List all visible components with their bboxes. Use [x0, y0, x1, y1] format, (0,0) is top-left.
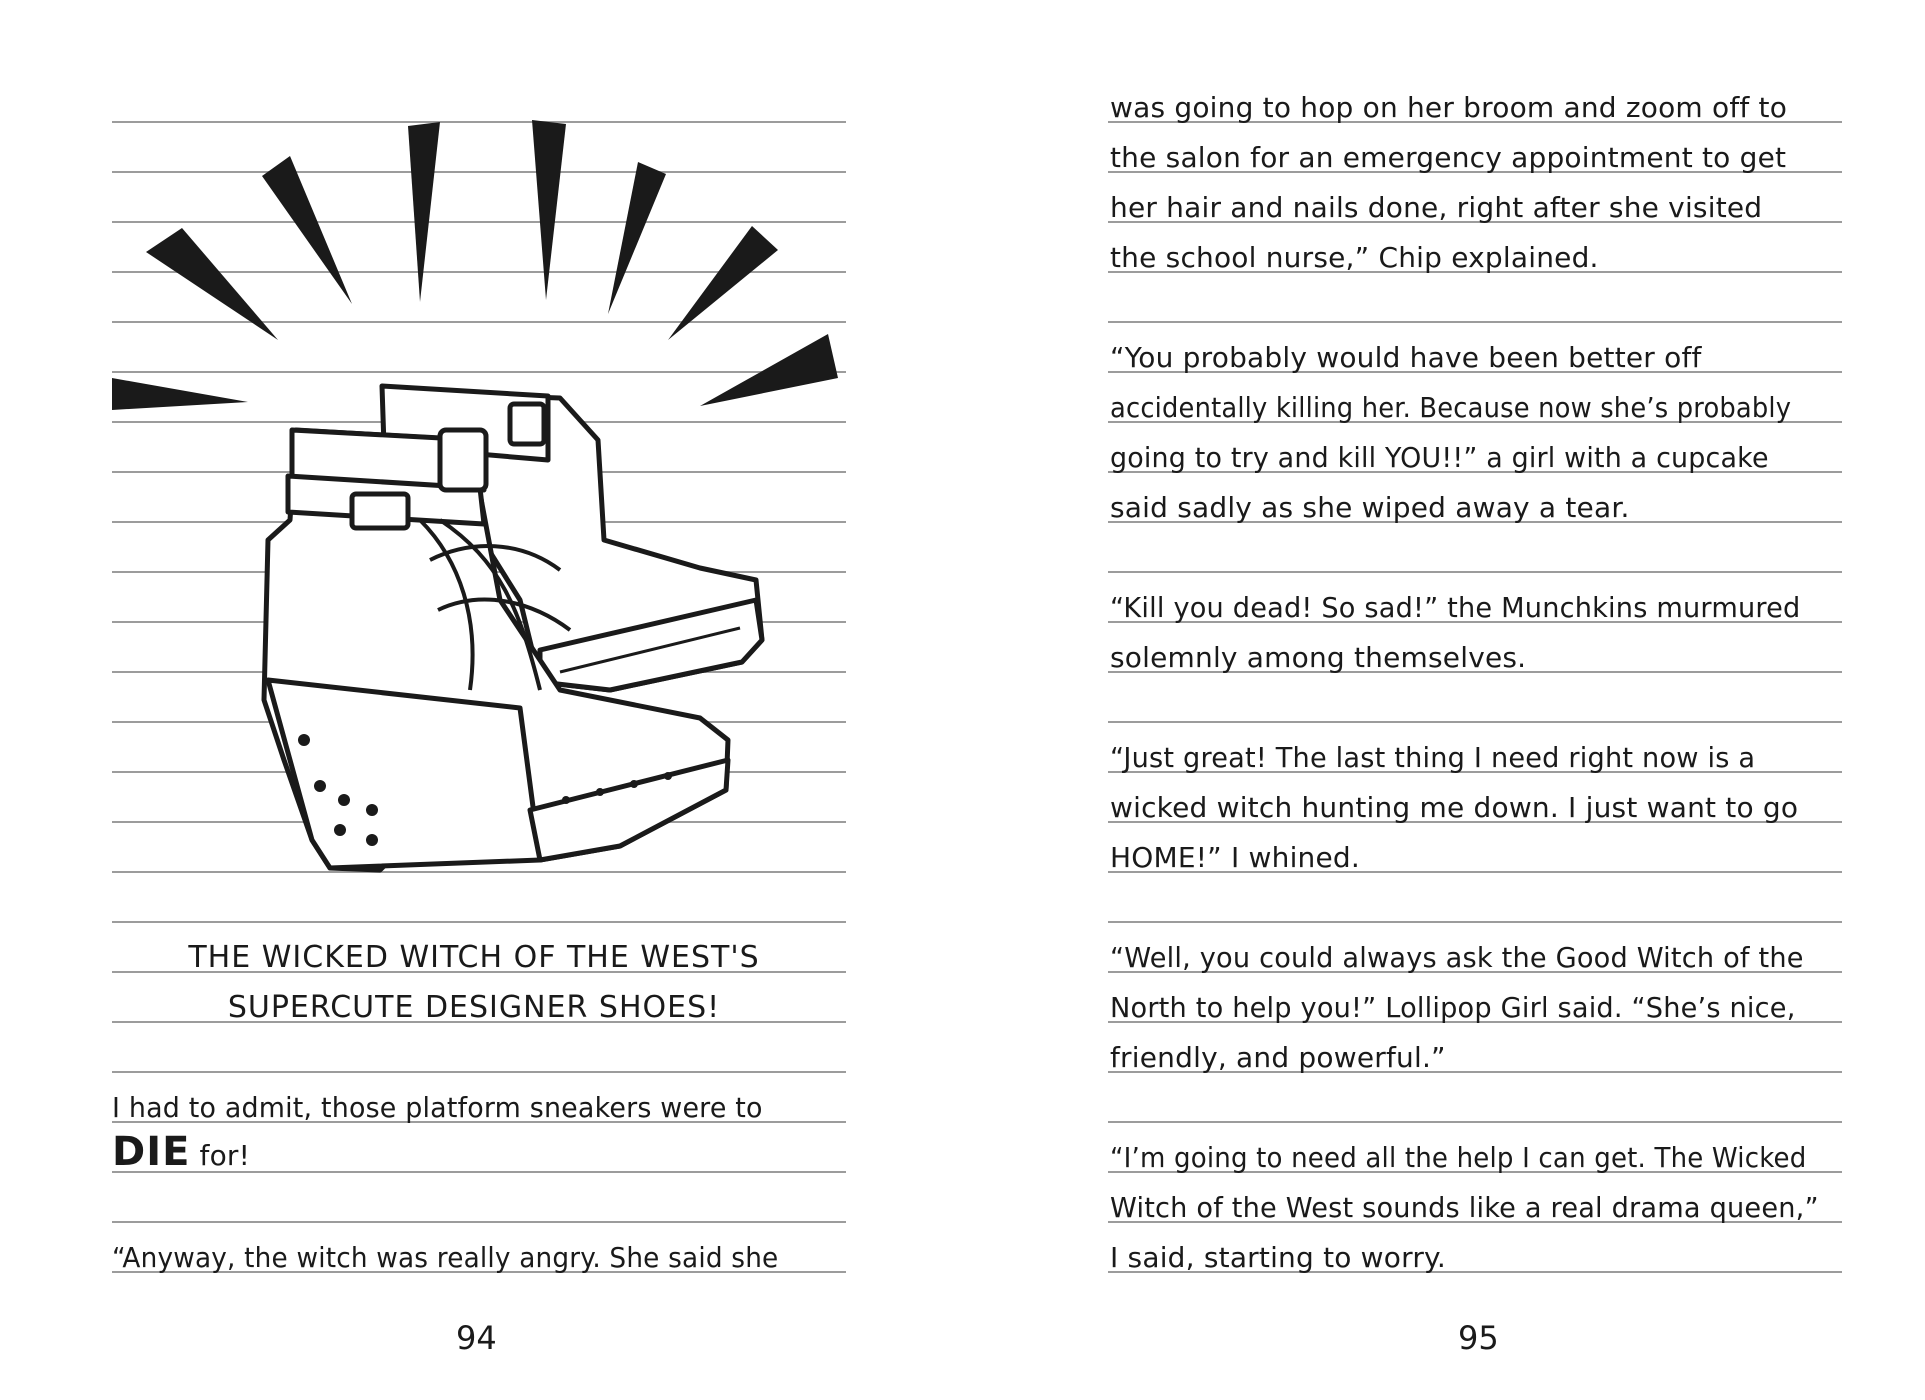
right-p6-line-2: Witch of the West sounds like a real drama queen,” — [1110, 1191, 1819, 1224]
right-p2-line-4: said sadly as she wiped away a tear. — [1110, 491, 1630, 524]
right-p1-line-4: the school nurse,” Chip explained. — [1110, 241, 1599, 274]
page-number-left: 94 — [456, 1319, 497, 1357]
right-p2-line-1: “You probably would have been better off — [1110, 341, 1702, 374]
left-paragraph-2-line-1: “Anyway, the witch was really angry. She said she — [112, 1241, 779, 1274]
left-page — [0, 0, 962, 1400]
illustration-caption-line-2: SUPERCUTE DESIGNER SHOES! — [227, 990, 721, 1025]
right-p1-line-2: the salon for an emergency appointment to get — [1110, 141, 1787, 174]
right-p1-line-1: was going to hop on her broom and zoom off to — [1110, 91, 1788, 124]
right-p4-line-2: wicked witch hunting me down. I just want to go — [1110, 791, 1799, 824]
burst-rays-icon — [112, 120, 838, 410]
right-p2-line-3: going to try and kill YOU!!” a girl with a cupcake — [1110, 441, 1769, 474]
illustration-caption-line-1: THE WICKED WITCH OF THE WEST'S — [188, 940, 760, 975]
left-paragraph-1-line-2 — [112, 1129, 251, 1175]
right-p5-line-1: “Well, you could always ask the Good Witch of the — [1110, 941, 1804, 974]
right-p1-line-3: her hair and nails done, right after she visited — [1110, 191, 1763, 224]
right-p3-line-1: “Kill you dead! So sad!” the Munchkins murmured — [1110, 591, 1801, 624]
right-p5-line-3: friendly, and powerful.” — [1110, 1041, 1446, 1074]
right-p5-line-2: North to help you!” Lollipop Girl said. “She’s nice, — [1110, 991, 1796, 1024]
right-p4-line-3: HOME!” I whined. — [1110, 841, 1361, 874]
platform-sneakers-illustration — [0, 0, 962, 1000]
emphasis-die: DIE — [112, 1129, 191, 1175]
right-p6-line-3: I said, starting to worry. — [1110, 1241, 1446, 1274]
left-paragraph-1-line-2-rest: for! — [190, 1139, 251, 1172]
right-p3-line-2: solemnly among themselves. — [1110, 641, 1527, 674]
left-paragraph-1-line-1: I had to admit, those platform sneakers were to — [112, 1091, 763, 1124]
right-page — [962, 0, 1925, 1400]
right-p2-line-2: accidentally killing her. Because now she’s probably — [1110, 391, 1792, 424]
right-p6-line-1: “I’m going to need all the help I can get. The Wicked — [1110, 1141, 1807, 1174]
right-p4-line-1: “Just great! The last thing I need right now is a — [1110, 741, 1756, 774]
page-number-right: 95 — [1458, 1319, 1499, 1357]
